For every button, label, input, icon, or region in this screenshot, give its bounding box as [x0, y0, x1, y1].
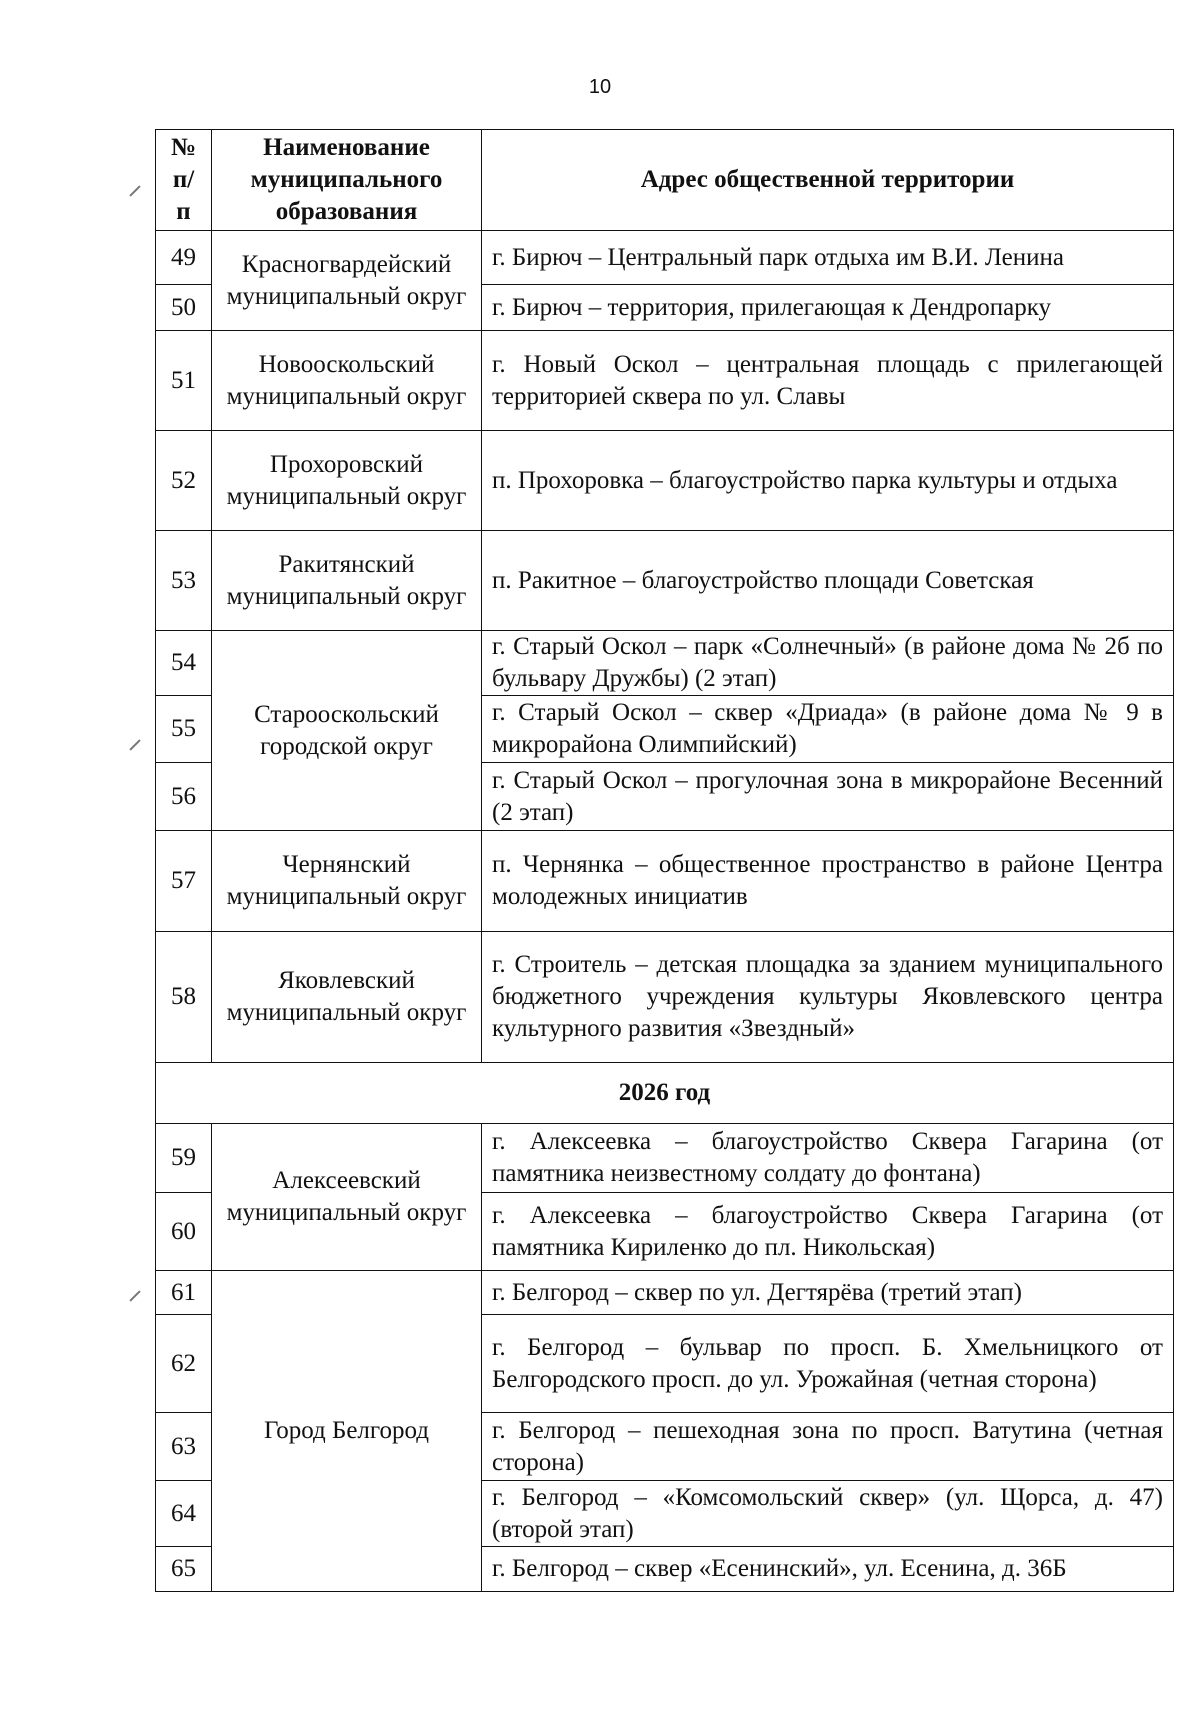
header-municipality: Наименование муниципального образования: [212, 130, 482, 231]
table-row: [156, 231, 1174, 285]
row-number: 60: [156, 1193, 212, 1271]
municipality-cell: Яковлевский муниципальный округ: [212, 932, 482, 1063]
table-row: [156, 531, 1174, 631]
row-number: 57: [156, 831, 212, 932]
address-cell: г. Белгород – «Комсомольский сквер» (ул. Щорса, д. 47) (второй этап): [482, 1481, 1174, 1547]
scan-mark: [129, 739, 140, 750]
table-row: [156, 431, 1174, 531]
row-number: 51: [156, 331, 212, 431]
row-number: 59: [156, 1124, 212, 1193]
scan-mark: [129, 1290, 140, 1301]
territory-table: [155, 129, 1174, 1592]
municipality-cell: Прохоровский муниципальный округ: [212, 431, 482, 531]
table-row: [156, 1124, 1174, 1193]
row-number: 61: [156, 1271, 212, 1315]
address-cell: п. Ракитное – благоустройство площади Советская: [482, 531, 1174, 631]
table-row: [156, 631, 1174, 696]
row-number: 55: [156, 696, 212, 763]
municipality-cell: Старооскольский городской округ: [212, 631, 482, 831]
address-cell: г. Белгород – бульвар по просп. Б. Хмельницкого от Белгородского просп. до ул. Урожайная (четная сторона): [482, 1315, 1174, 1413]
section-year-heading: 2026 год: [156, 1063, 1174, 1124]
address-cell: г. Белгород – сквер по ул. Дегтярёва (третий этап): [482, 1271, 1174, 1315]
row-number: 52: [156, 431, 212, 531]
row-number: 58: [156, 932, 212, 1063]
row-number: 54: [156, 631, 212, 696]
table-row: [156, 932, 1174, 1063]
header-address: Адрес общественной территории: [482, 130, 1174, 231]
municipality-cell: Ракитянский муниципальный округ: [212, 531, 482, 631]
address-cell: п. Чернянка – общественное пространство в районе Центра молодежных инициатив: [482, 831, 1174, 932]
scan-mark: [129, 185, 140, 196]
row-number: 65: [156, 1547, 212, 1592]
address-cell: г. Новый Оскол – центральная площадь с прилегающей территорией сквера по ул. Славы: [482, 331, 1174, 431]
table-header-row: [156, 130, 1174, 231]
address-cell: г. Алексеевка – благоустройство Сквера Гагарина (от памятника Кириленко до пл. Никольская): [482, 1193, 1174, 1271]
address-cell: п. Прохоровка – благоустройство парка культуры и отдыха: [482, 431, 1174, 531]
municipality-cell: Чернянский муниципальный округ: [212, 831, 482, 932]
row-number: 53: [156, 531, 212, 631]
row-number: 50: [156, 285, 212, 331]
header-number: № п/п: [156, 130, 212, 231]
row-number: 49: [156, 231, 212, 285]
table-row: [156, 1271, 1174, 1315]
section-row: [156, 1063, 1174, 1124]
address-cell: г. Алексеевка – благоустройство Сквера Гагарина (от памятника неизвестному солдату до фонтана): [482, 1124, 1174, 1193]
row-number: 56: [156, 763, 212, 831]
address-cell: г. Старый Оскол – сквер «Дриада» (в районе дома № 9 в микрорайона Олимпийский): [482, 696, 1174, 763]
table-row: [156, 331, 1174, 431]
table-row: [156, 831, 1174, 932]
page-number: 10: [588, 76, 612, 98]
municipality-cell: Город Белгород: [212, 1271, 482, 1592]
municipality-cell: Алексеевский муниципальный округ: [212, 1124, 482, 1271]
municipality-cell: Новооскольский муниципальный округ: [212, 331, 482, 431]
address-cell: г. Бирюч – территория, прилегающая к Дендропарку: [482, 285, 1174, 331]
address-cell: г. Белгород – сквер «Есенинский», ул. Есенина, д. 36Б: [482, 1547, 1174, 1592]
address-cell: г. Белгород – пешеходная зона по просп. Ватутина (четная сторона): [482, 1413, 1174, 1481]
row-number: 62: [156, 1315, 212, 1413]
municipality-cell: Красногвардейский муниципальный округ: [212, 231, 482, 331]
address-cell: г. Старый Оскол – прогулочная зона в микрорайоне Весенний (2 этап): [482, 763, 1174, 831]
address-cell: г. Старый Оскол – парк «Солнечный» (в районе дома № 2б по бульвару Дружбы) (2 этап): [482, 631, 1174, 696]
row-number: 64: [156, 1481, 212, 1547]
row-number: 63: [156, 1413, 212, 1481]
address-cell: г. Строитель – детская площадка за зданием муниципального бюджетного учреждения культуры Яковлевского центра культурного развития «Звездный»: [482, 932, 1174, 1063]
address-cell: г. Бирюч – Центральный парк отдыха им В.И. Ленина: [482, 231, 1174, 285]
